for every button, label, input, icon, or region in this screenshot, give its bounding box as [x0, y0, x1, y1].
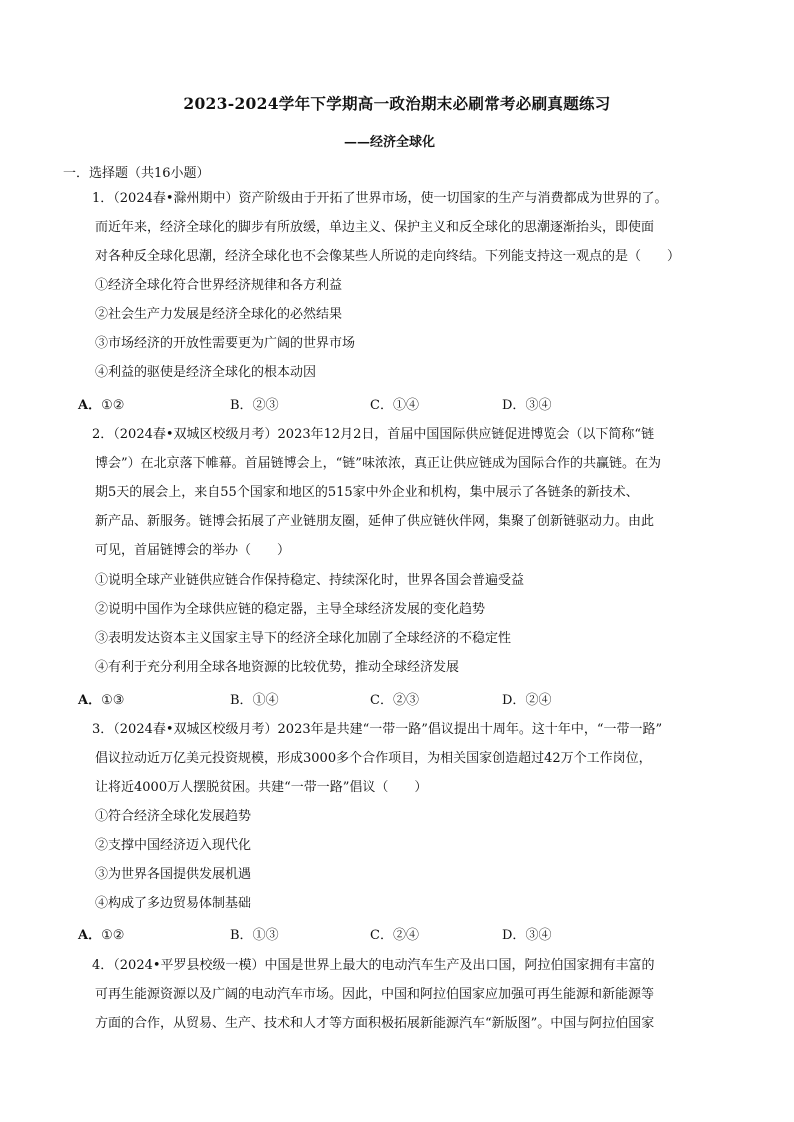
- question-1-stem-line: 1．（2024春•滁州期中）资产阶级由于开拓了世界市场，使一切国家的生产与消费都成为世界的了。: [92, 191, 668, 206]
- page-title: 2023-2024学年下学期高一政治期末必刷常考必刷真题练习: [183, 94, 611, 113]
- question-3-stem-line: 3．（2024春•双城区校级月考）2023年是共建“一带一路”倡议提出十周年。这十年中，“一带一路”: [92, 722, 663, 737]
- option-c: C．②③: [370, 693, 419, 708]
- question-2-statement: ④有利于充分利用全球各地资源的比较优势，推动全球经济发展: [95, 660, 460, 675]
- question-2-stem-line: 2．（2024春•双城区校级月考）2023年12月2日，首届中国国际供应链促进博览会（以下简称“链: [92, 427, 655, 442]
- question-2-statement: ②说明中国作为全球供应链的稳定器，主导全球经济发展的变化趋势: [95, 602, 486, 617]
- option-a: A．①②: [78, 398, 125, 413]
- option-b: B．②③: [230, 398, 279, 413]
- option-d: D．②④: [502, 693, 552, 708]
- option-d: D．③④: [502, 398, 552, 413]
- question-2-stem-line: 博会”）在北京落下帷幕。首届链博会上，“链”味浓浓，真正让供应链成为国际合作的共赢链。在为: [95, 456, 661, 471]
- question-1-statement: ①经济全球化符合世界经济规律和各方利益: [95, 278, 343, 293]
- question-4-stem-line: 4．（2024•平罗县校级一模）中国是世界上最大的电动汽车生产及出口国，阿拉伯国家拥有丰富的: [92, 958, 655, 973]
- question-3-stem-line: 倡议拉动近万亿美元投资规模，形成3000多个合作项目，为相关国家创造超过42万个工作岗位，: [95, 751, 652, 766]
- question-4-stem-line: 可再生能源资源以及广阔的电动汽车市场。因此，中国和阿拉伯国家应加强可再生能源和新能源等: [95, 987, 655, 1002]
- question-1-stem-line: 对各种反全球化思潮，经济全球化也不会像某些人所说的走向终结。下列能支持这一观点的是（ ）: [95, 249, 681, 264]
- question-4-stem-line: 方面的合作，从贸易、生产、技术和人才等方面积极拓展新能源汽车“新版图”。中国与阿拉伯国家: [95, 1016, 655, 1031]
- question-3-statement: ①符合经济全球化发展趋势: [95, 809, 252, 824]
- question-2-stem-line: 可见，首届链博会的举办（ ）: [95, 543, 291, 558]
- question-3-statement: ②支撑中国经济迈入现代化: [95, 838, 252, 853]
- question-1-statement: ④利益的驱使是经济全球化的根本动因: [95, 365, 317, 380]
- option-a: A．①②: [78, 928, 125, 943]
- question-1-statement: ③市场经济的开放性需要更为广阔的世界市场: [95, 336, 356, 351]
- question-2-stem-line: 新产品、新服务。链博会拓展了产业链朋友圈，延伸了供应链伙伴网，集聚了创新链驱动力。由此: [95, 514, 655, 529]
- question-2-stem-line: 期5天的展会上，来自55个国家和地区的515家中外企业和机构，集中展示了各链条的新技术、: [95, 485, 639, 500]
- question-1-statement: ②社会生产力发展是经济全球化的必然结果: [95, 307, 343, 322]
- option-a: A．①③: [78, 693, 125, 708]
- question-3-statement: ④构成了多边贸易体制基础: [95, 896, 252, 911]
- question-3-stem-line: 让将近4000万人摆脱贫困。共建“一带一路”倡议（ ）: [95, 780, 428, 795]
- option-d: D．③④: [502, 928, 552, 943]
- page-subtitle: ——经济全球化: [344, 135, 436, 150]
- option-b: B．①③: [230, 928, 279, 943]
- question-3-statement: ③为世界各国提供发展机遇: [95, 867, 252, 882]
- question-1-stem-line: 而近年来，经济全球化的脚步有所放缓，单边主义、保护主义和反全球化的思潮逐渐抬头，即使面: [95, 220, 655, 235]
- option-b: B．①④: [230, 693, 279, 708]
- section-heading: 一．选择题（共16小题）: [63, 166, 210, 181]
- question-2-statement: ①说明全球产业链供应链合作保持稳定、持续深化时，世界各国会普遍受益: [95, 573, 525, 588]
- option-c: C．②④: [370, 928, 419, 943]
- option-c: C．①④: [370, 398, 419, 413]
- question-2-statement: ③表明发达资本主义国家主导下的经济全球化加剧了全球经济的不稳定性: [95, 631, 512, 646]
